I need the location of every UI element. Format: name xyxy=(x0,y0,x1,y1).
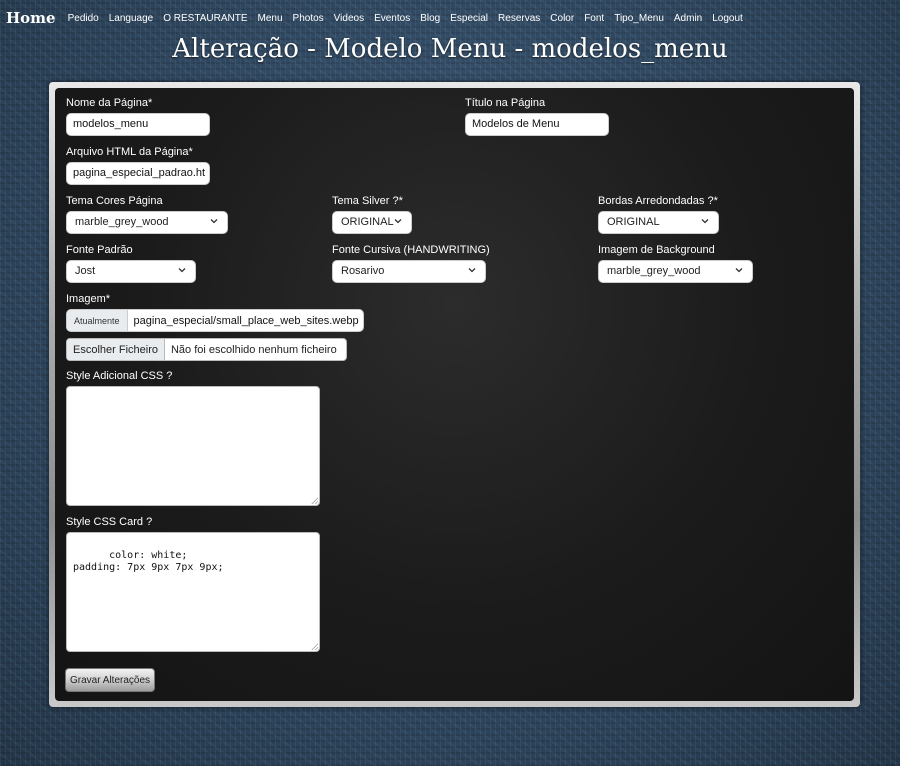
chevron-down-icon xyxy=(393,215,403,227)
nav-link-admin[interactable]: Admin xyxy=(673,12,703,24)
nav-link-pedido[interactable]: Pedido xyxy=(67,12,99,24)
tema-silver-value: ORIGINAL xyxy=(341,216,394,228)
top-navbar xyxy=(6,8,753,28)
imagem-background-label: Imagem de Background xyxy=(598,244,715,256)
style-adicional-textarea[interactable] xyxy=(66,386,320,506)
fonte-cursiva-value: Rosarivo xyxy=(341,265,385,277)
arquivo-html-input[interactable]: pagina_especial_padrao.ht xyxy=(66,162,210,185)
resize-handle-icon[interactable] xyxy=(311,643,318,650)
imagem-label: Imagem* xyxy=(66,293,111,305)
chevron-down-icon xyxy=(700,215,710,227)
titulo-pagina-input[interactable]: Modelos de Menu xyxy=(465,113,609,136)
nav-link-tipo-menu[interactable]: Tipo_Menu xyxy=(614,12,664,24)
no-file-text: Não foi escolhido nenhum ficheiro xyxy=(170,343,337,356)
chevron-down-icon xyxy=(467,264,477,276)
nav-link-menu[interactable]: Menu xyxy=(257,12,283,24)
nav-home-link[interactable]: Home xyxy=(6,9,56,27)
tema-cores-value: marble_grey_wood xyxy=(75,216,169,228)
nome-pagina-label: Nome da Página* xyxy=(66,97,153,109)
imagem-background-select[interactable] xyxy=(598,260,753,283)
tema-silver-label: Tema Silver ?* xyxy=(332,195,403,207)
chevron-down-icon xyxy=(209,215,219,227)
imagem-file-input[interactable] xyxy=(66,338,347,361)
tema-silver-select[interactable] xyxy=(332,211,412,234)
nav-link-especial[interactable]: Especial xyxy=(450,12,489,24)
style-card-value: color: white; padding: 7px 9px 7px 9px; xyxy=(73,550,224,573)
fonte-cursiva-label: Fonte Cursiva (HANDWRITING) xyxy=(332,244,490,256)
tema-cores-select[interactable] xyxy=(66,211,228,234)
chevron-down-icon xyxy=(734,264,744,276)
imagem-current-caption: Atualmente xyxy=(67,310,128,331)
nome-pagina-input[interactable]: modelos_menu xyxy=(66,113,210,136)
nav-link-color[interactable]: Color xyxy=(550,12,575,24)
titulo-pagina-label: Título na Página xyxy=(465,97,546,109)
resize-handle-icon[interactable] xyxy=(311,497,318,504)
nav-link-photos[interactable]: Photos xyxy=(292,12,324,24)
style-card-textarea[interactable] xyxy=(66,532,320,652)
choose-file-button[interactable]: Escolher Ficheiro xyxy=(67,339,165,360)
style-card-label: Style CSS Card ? xyxy=(66,516,153,528)
fonte-padrao-select[interactable] xyxy=(66,260,196,283)
tema-cores-label: Tema Cores Página xyxy=(66,195,163,207)
form-card xyxy=(55,88,854,701)
imagem-current-field xyxy=(66,309,364,332)
nav-link-videos[interactable]: Videos xyxy=(333,12,365,24)
chevron-down-icon xyxy=(177,264,187,276)
bordas-value: ORIGINAL xyxy=(607,216,660,228)
nav-link-font[interactable]: Font xyxy=(584,12,605,24)
form-card-frame xyxy=(49,82,860,707)
imagem-background-value: marble_grey_wood xyxy=(607,265,701,277)
save-changes-button[interactable]: Gravar Alterações xyxy=(65,668,155,692)
fonte-cursiva-select[interactable] xyxy=(332,260,486,283)
nav-link-blog[interactable]: Blog xyxy=(420,12,441,24)
fonte-padrao-label: Fonte Padrão xyxy=(66,244,133,256)
nav-link-restaurante[interactable]: O RESTAURANTE xyxy=(163,12,248,24)
imagem-current-link[interactable]: pagina_especial/small_place_web_sites.webp xyxy=(133,314,359,327)
nav-link-reservas[interactable]: Reservas xyxy=(498,12,541,24)
page-title: Alteração - Modelo Menu - modelos_menu xyxy=(172,34,728,64)
arquivo-html-label: Arquivo HTML da Página* xyxy=(66,146,193,158)
nav-link-logout[interactable]: Logout xyxy=(712,12,743,24)
fonte-padrao-value: Jost xyxy=(75,265,96,277)
nav-link-language[interactable]: Language xyxy=(108,12,154,24)
bordas-select[interactable] xyxy=(598,211,719,234)
nav-link-eventos[interactable]: Eventos xyxy=(374,12,411,24)
style-adicional-label: Style Adicional CSS ? xyxy=(66,370,173,382)
bordas-label: Bordas Arredondadas ?* xyxy=(598,195,718,207)
